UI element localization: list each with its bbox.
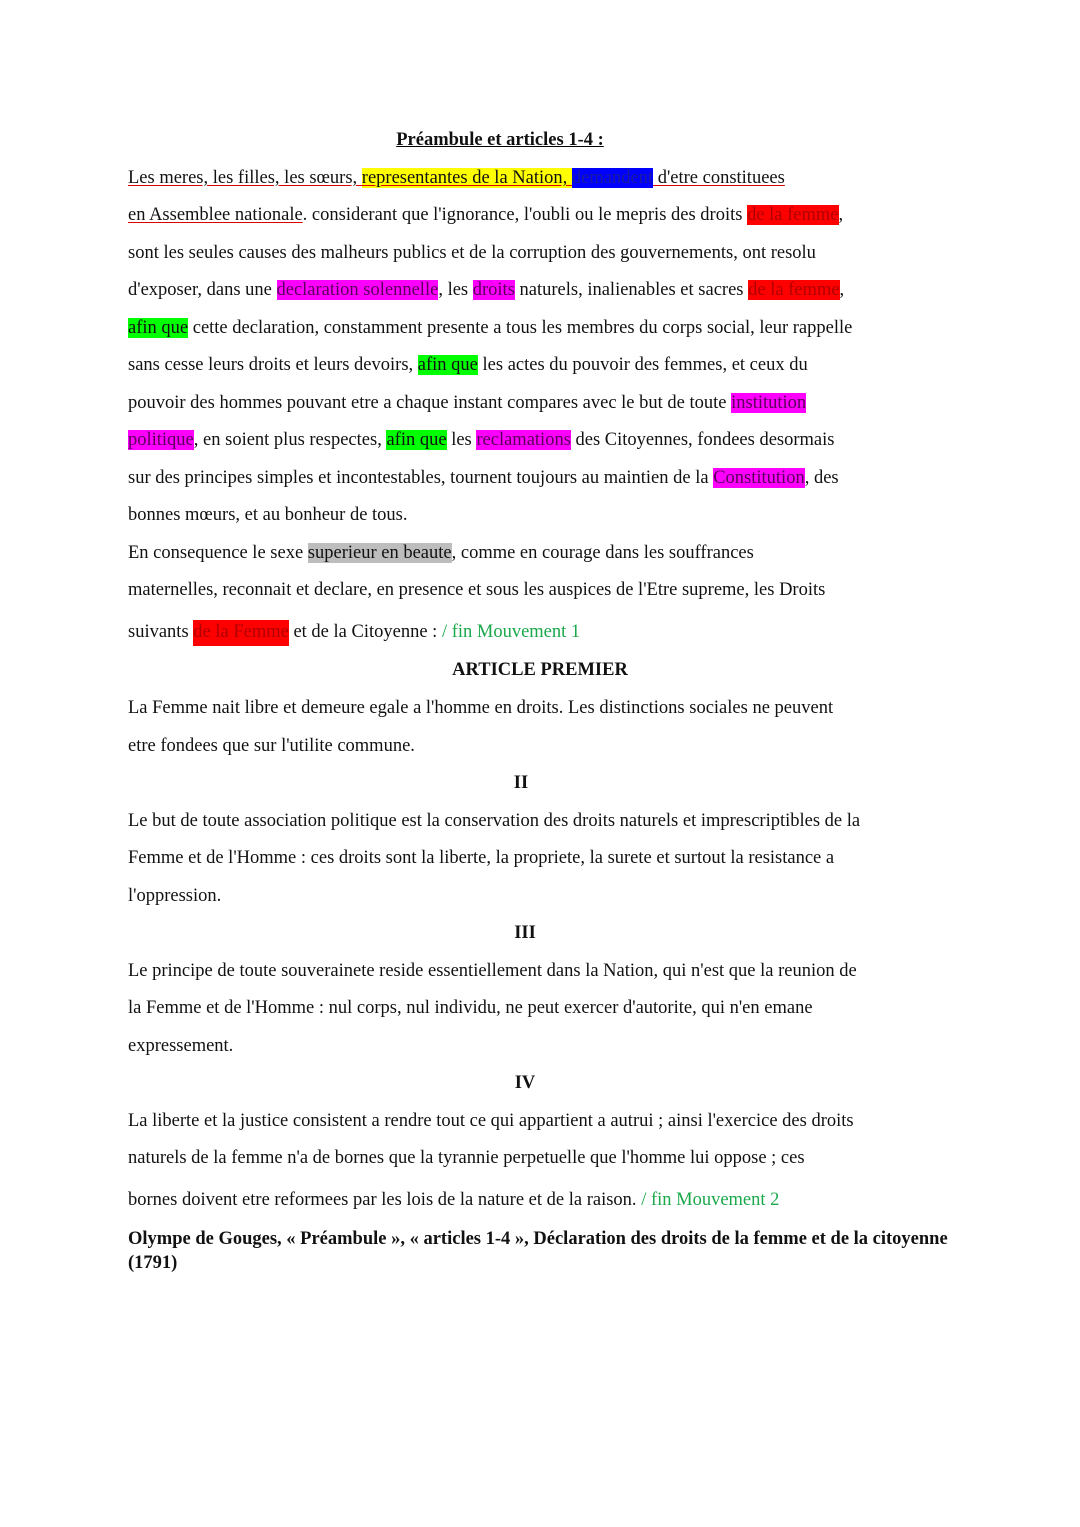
article-1-heading: ARTICLE PREMIER (452, 660, 628, 680)
article-2-heading: II (513, 773, 529, 793)
preamble-line-2: en Assemblee nationale. considerant que l'ignorance, l'oubli ou le mepris des droits de la femme, (128, 205, 844, 225)
article-1-line-1: La Femme nait libre et demeure egale a l'homme en droits. Les distinctions sociales ne peuvent (128, 698, 834, 718)
highlight-magenta: reclamations (476, 430, 571, 450)
page-title: Préambule et articles 1-4 : (396, 130, 604, 150)
highlight-green: afin que (128, 318, 189, 338)
highlight-green: afin que (417, 355, 478, 375)
highlight-magenta: droits (472, 280, 515, 300)
article-2-line-2: Femme et de l'Homme : ces droits sont la liberte, la propriete, la surete et surtout la resistance a (128, 848, 835, 868)
highlight-red: de la femme (748, 280, 840, 300)
article-3-line-3: expressement. (128, 1036, 234, 1056)
article-1-line-2: etre fondees que sur l'utilite commune. (128, 736, 415, 756)
article-3-line-2: la Femme et de l'Homme : nul corps, nul individu, ne peut exercer d'autorite, qui n'en emane (128, 998, 813, 1018)
highlight-red: de la femme (747, 205, 839, 225)
highlight-magenta: politique (128, 430, 194, 450)
article-4-heading: IV (514, 1073, 536, 1093)
source-citation: Olympe de Gouges, « Préambule », « articles 1-4 », Déclaration des droits de la femme et de la citoyenne (1791) (128, 1229, 948, 1273)
movement-note: / fin Mouvement 2 (641, 1190, 780, 1210)
preamble-line-5: afin que cette declaration, constamment presente a tous les membres du corps social, leur rappelle (128, 318, 853, 338)
highlight-gray: superieur en beaute (307, 543, 452, 563)
preamble-line-6: sans cesse leurs droits et leurs devoirs, afin que les actes du pouvoir des femmes, et ceux du (128, 355, 808, 375)
highlight-blue: demandent (571, 168, 654, 188)
article-3-line-1: Le principe de toute souverainete reside essentiellement dans la Nation, qui n'est que la reunion de (128, 961, 857, 981)
highlight-magenta: declaration solennelle (276, 280, 439, 300)
preamble-line-10: bonnes mœurs, et au bonheur de tous. (128, 505, 408, 525)
preamble-line-4: d'exposer, dans une declaration solennelle, les droits naturels, inalienables et sacres de la femme, (128, 280, 845, 300)
highlight-yellow: representantes de la Nation, (361, 168, 572, 188)
movement-note: / fin Mouvement 1 (441, 622, 581, 642)
article-2-line-1: Le but de toute association politique est la conservation des droits naturels et imprescriptibles de la (128, 811, 861, 831)
highlight-green: afin que (386, 430, 447, 450)
preamble-line-9: sur des principes simples et incontestables, tournent toujours au maintien de la Constitution, des (128, 468, 839, 488)
preamble-line-13: suivants de la Femme et de la Citoyenne : / fin Mouvement 1 (128, 620, 580, 644)
highlight-red: de la Femme (193, 620, 289, 646)
article-2-line-3: l'oppression. (128, 886, 222, 906)
article-4-line-1: La liberte et la justice consistent a rendre tout ce qui appartient a autrui ; ainsi l'exercice des droits (128, 1111, 854, 1131)
preamble-line-11: En consequence le sexe superieur en beaute, comme en courage dans les souffrances (128, 543, 754, 563)
article-4-line-3: bornes doivent etre reformees par les lois de la nature et de la raison. / fin Mouvement 2 (128, 1190, 780, 1210)
preamble-line-8: politique, en soient plus respectes, afin que les reclamations des Citoyennes, fondees desormais (128, 430, 835, 450)
preamble-line-12: maternelles, reconnait et declare, en presence et sous les auspices de l'Etre supreme, les Droits (128, 580, 826, 600)
preamble-line-3: sont les seules causes des malheurs publics et de la corruption des gouvernements, ont resolu (128, 243, 816, 263)
article-4-line-2: naturels de la femme n'a de bornes que la tyrannie perpetuelle que l'homme lui oppose ; ces (128, 1148, 805, 1168)
highlight-magenta: institution (731, 393, 807, 413)
highlight-magenta: Constitution (713, 468, 805, 488)
preamble-line-1: Les meres, les filles, les sœurs, representantes de la Nation, demandent d'etre constituees (128, 168, 785, 188)
preamble-line-7: pouvoir des hommes pouvant etre a chaque instant compares avec le but de toute institution (128, 393, 807, 413)
article-3-heading: III (514, 923, 536, 943)
